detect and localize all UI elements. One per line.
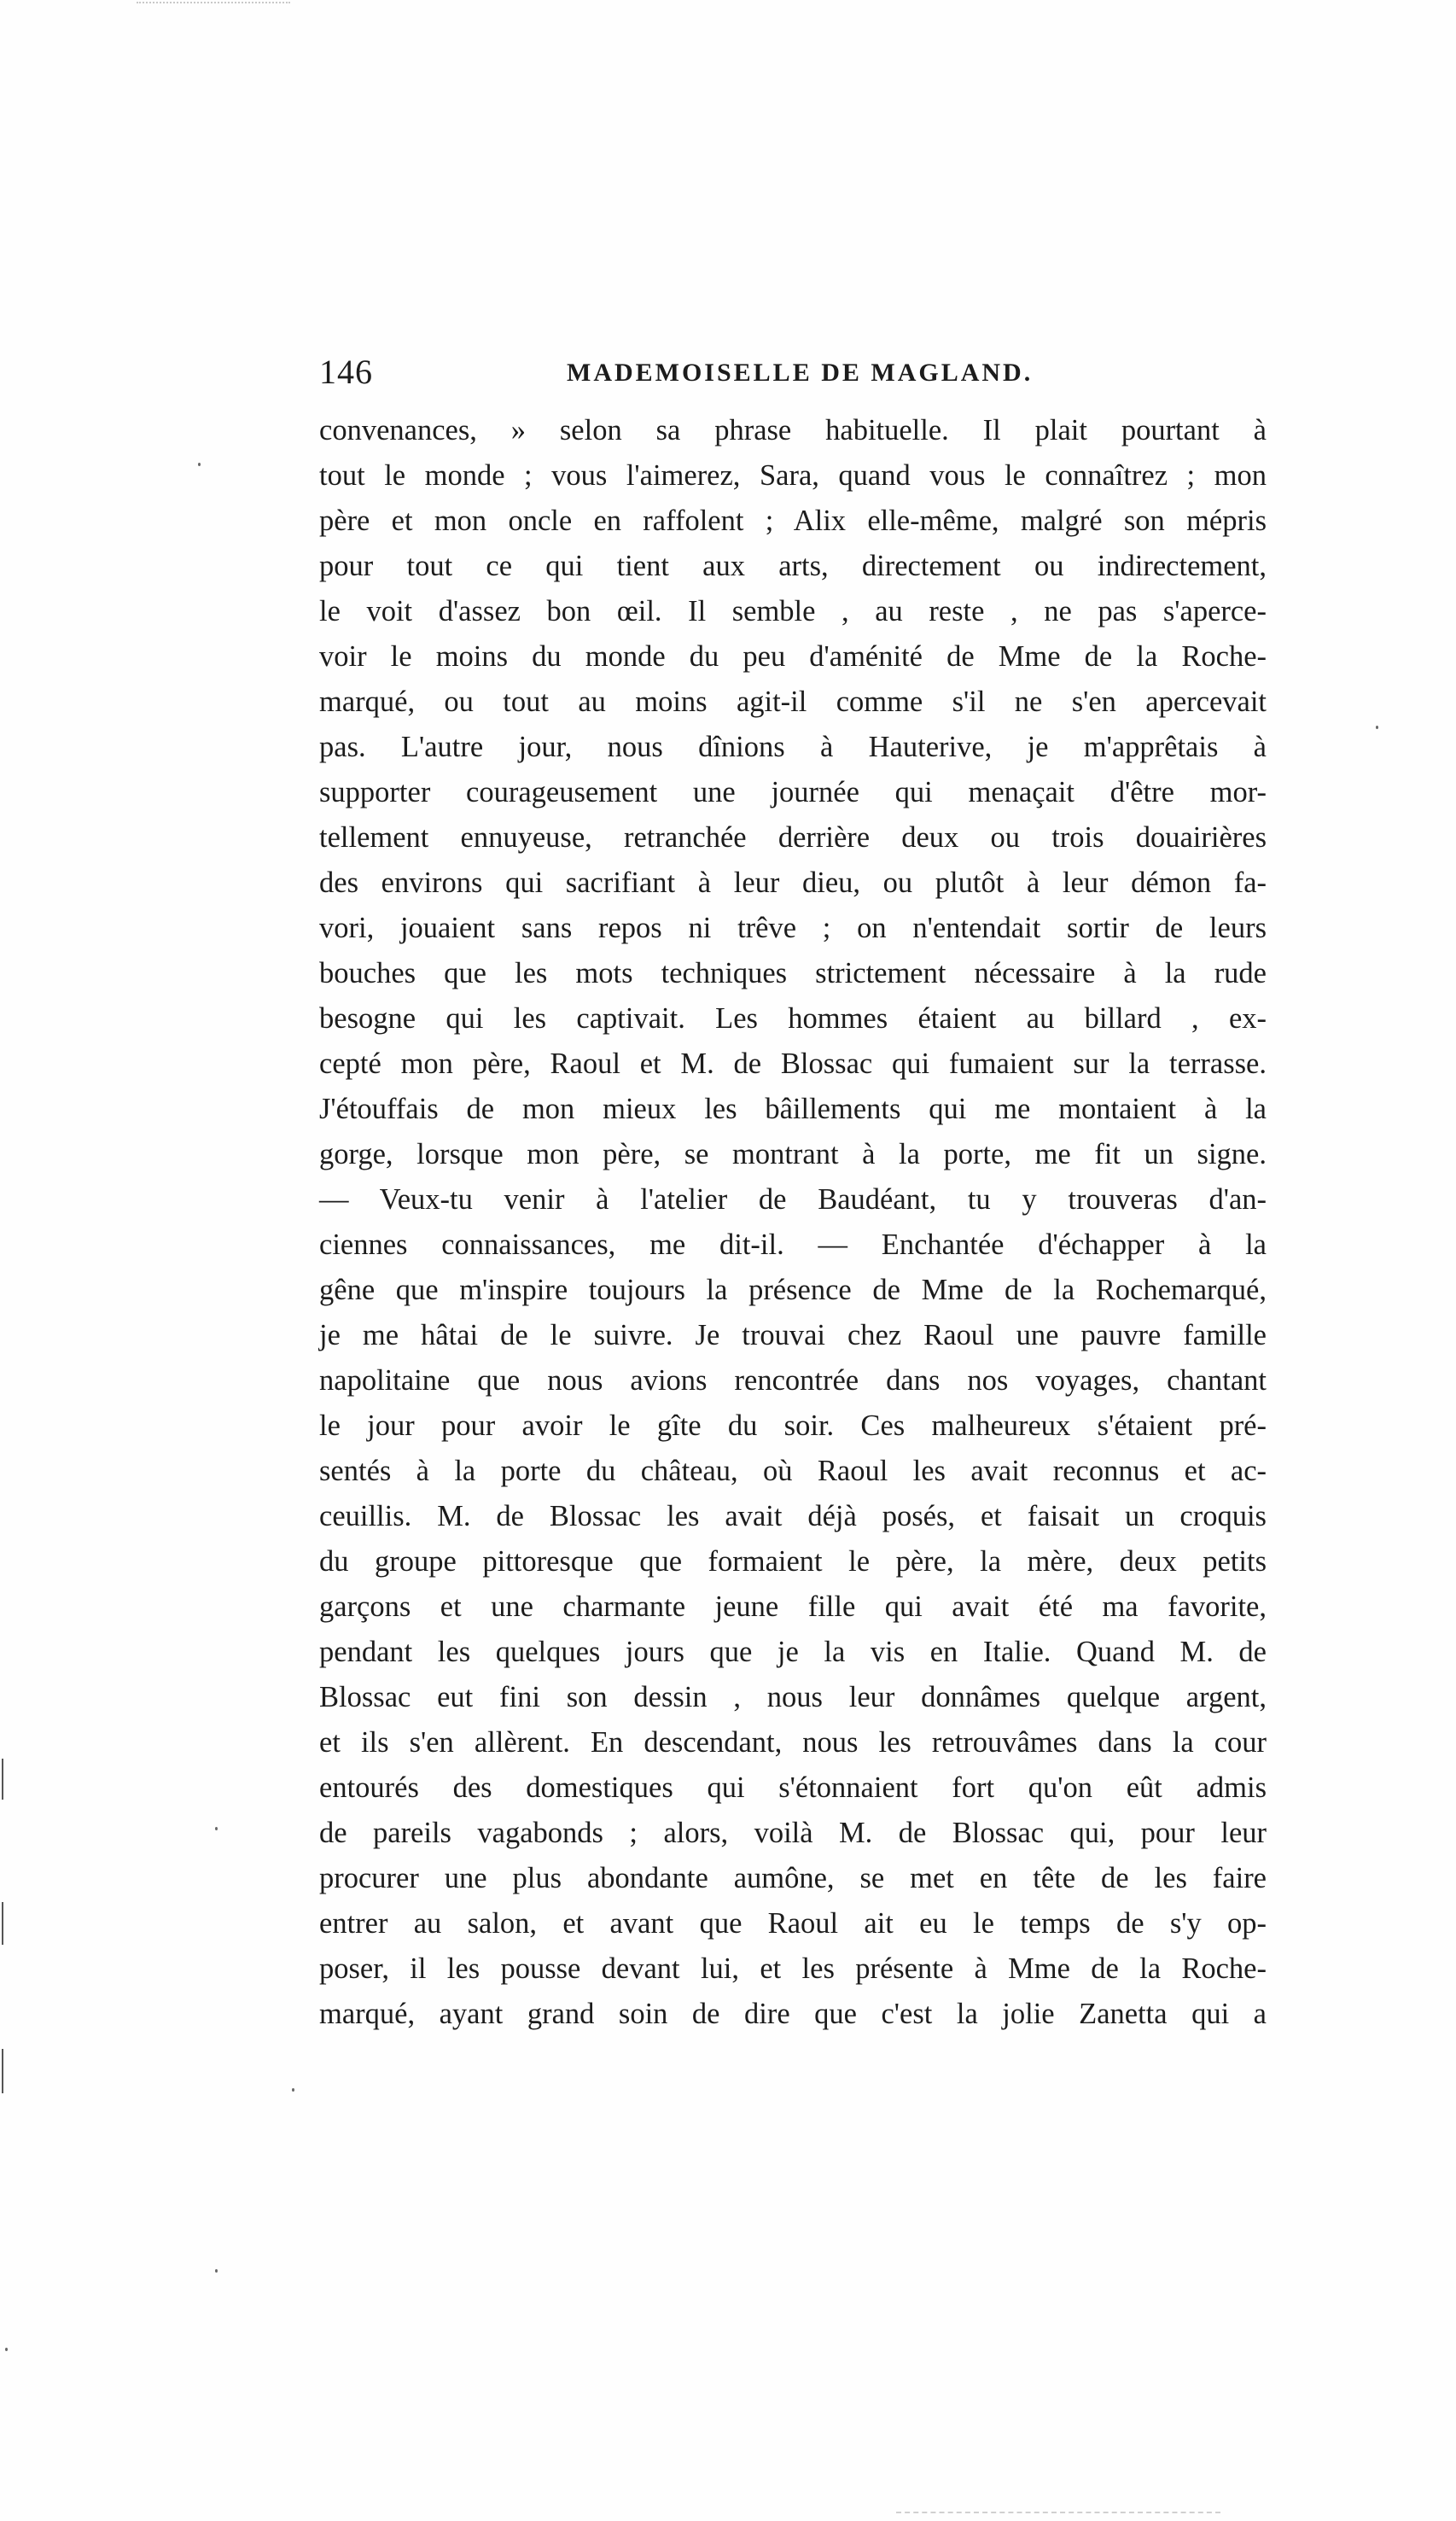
text-line: pour tout ce qui tient aux arts, directement ou indirectement,: [319, 550, 1267, 582]
text-line: vori, jouaient sans repos ni trêve ; on n'entendait sortir de leurs: [319, 912, 1267, 944]
text-line: — Veux-tu venir à l'atelier de Baudéant, tu y trouveras d'an-: [319, 1183, 1267, 1216]
scan-artifact-bottom: [896, 2512, 1220, 2516]
text-line: de pareils vagabonds ; alors, voilà M. de Blossac qui, pour leur: [319, 1817, 1267, 1849]
text-line: marqué, ayant grand soin de dire que c'est la jolie Zanetta qui a: [319, 1998, 1267, 2030]
text-line: tellement ennuyeuse, retranchée derrière deux ou trois douairières: [319, 821, 1267, 854]
text-line: je me hâtai de le suivre. Je trouvai chez Raoul une pauvre famille: [319, 1319, 1267, 1351]
body-text: [319, 408, 1267, 2037]
running-header: [319, 352, 1267, 403]
text-line: besogne qui les captivait. Les hommes étaient au billard , ex-: [319, 1002, 1267, 1035]
text-line: le voit d'assez bon œil. Il semble , au reste , ne pas s'aperce-: [319, 595, 1267, 627]
scan-artifact-speck: [292, 2088, 294, 2092]
text-line: pendant les quelques jours que je la vis en Italie. Quand M. de: [319, 1636, 1267, 1668]
text-line: garçons et une charmante jeune fille qui avait été ma favorite,: [319, 1590, 1267, 1623]
text-line: le jour pour avoir le gîte du soir. Ces malheureux s'étaient pré-: [319, 1409, 1267, 1442]
scan-artifact-speck: [215, 1827, 218, 1830]
scan-artifact-margin-line: [2, 2049, 3, 2093]
scan-artifact-margin-line: [2, 1759, 3, 1800]
text-line: des environs qui sacrifiant à leur dieu, ou plutôt à leur démon fa-: [319, 867, 1267, 899]
text-line: bouches que les mots techniques strictement nécessaire à la rude: [319, 957, 1267, 989]
text-line: marqué, ou tout au moins agit-il comme s'il ne s'en apercevait: [319, 686, 1267, 718]
page-number: 146: [319, 353, 373, 391]
text-line: et ils s'en allèrent. En descendant, nous les retrouvâmes dans la cour: [319, 1726, 1267, 1759]
scan-artifact-top: [137, 2, 290, 6]
text-line: père et mon oncle en raffolent ; Alix elle-même, malgré son mépris: [319, 505, 1267, 537]
scan-artifact-speck: [1376, 726, 1378, 729]
text-line: poser, il les pousse devant lui, et les présente à Mme de la Roche-: [319, 1952, 1267, 1985]
scan-artifact-margin-line: [2, 1902, 3, 1945]
text-line: gorge, lorsque mon père, se montrant à la porte, me fit un signe.: [319, 1138, 1267, 1170]
text-line: Blossac eut fini son dessin , nous leur donnâmes quelque argent,: [319, 1681, 1267, 1713]
text-line: voir le moins du monde du peu d'aménité de Mme de la Roche-: [319, 640, 1267, 673]
scan-artifact-speck: [198, 463, 201, 466]
text-line: supporter courageusement une journée qui menaçait d'être mor-: [319, 776, 1267, 808]
text-line: J'étouffais de mon mieux les bâillements qui me montaient à la: [319, 1093, 1267, 1125]
scan-artifact-speck: [215, 2269, 218, 2273]
text-line: entourés des domestiques qui s'étonnaient fort qu'on eût admis: [319, 1771, 1267, 1804]
text-line: pas. L'autre jour, nous dînions à Hauterive, je m'apprêtais à: [319, 731, 1267, 763]
text-line: convenances, » selon sa phrase habituelle. Il plait pourtant à: [319, 414, 1267, 446]
scan-artifact-speck: [5, 2348, 8, 2351]
text-line: du groupe pittoresque que formaient le père, la mère, deux petits: [319, 1545, 1267, 1578]
text-line: entrer au salon, et avant que Raoul ait eu le temps de s'y op-: [319, 1907, 1267, 1940]
text-line: ciennes connaissances, me dit-il. — Enchantée d'échapper à la: [319, 1228, 1267, 1261]
text-line: procurer une plus abondante aumône, se met en tête de les faire: [319, 1862, 1267, 1894]
running-title: MADEMOISELLE DE MAGLAND.: [567, 359, 1034, 387]
text-line: napolitaine que nous avions rencontrée dans nos voyages, chantant: [319, 1364, 1267, 1397]
text-line: tout le monde ; vous l'aimerez, Sara, quand vous le connaîtrez ; mon: [319, 459, 1267, 492]
text-line: sentés à la porte du château, où Raoul les avait reconnus et ac-: [319, 1455, 1267, 1487]
text-line: cepté mon père, Raoul et M. de Blossac qui fumaient sur la terrasse.: [319, 1047, 1267, 1080]
text-line: gêne que m'inspire toujours la présence de Mme de la Rochemarqué,: [319, 1274, 1267, 1306]
text-line: ceuillis. M. de Blossac les avait déjà posés, et faisait un croquis: [319, 1500, 1267, 1532]
